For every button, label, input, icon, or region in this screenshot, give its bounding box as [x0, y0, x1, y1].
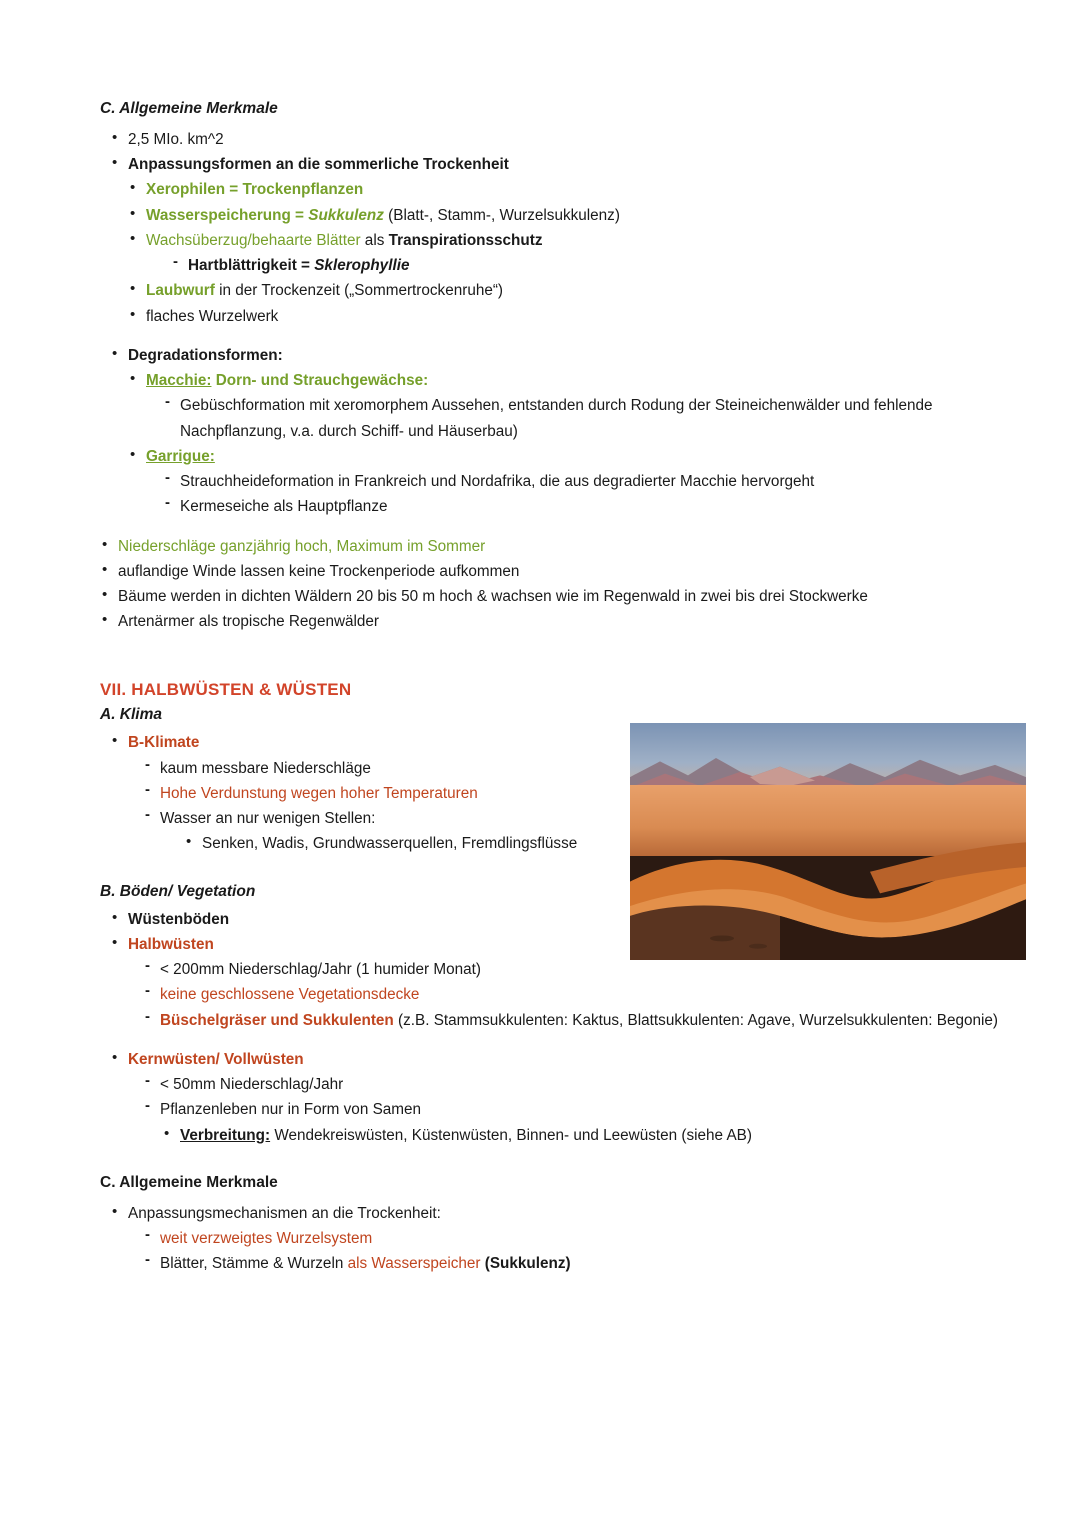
list-degradationsformen — [100, 343, 1030, 520]
list-item — [110, 152, 1030, 177]
list-item-text: < 50mm Niederschlag/Jahr — [160, 1076, 344, 1094]
list-item — [110, 730, 620, 755]
list-item — [142, 781, 620, 806]
list-item — [100, 559, 1030, 584]
list-item-text: Laubwurf — [146, 282, 215, 300]
list-item-text: Anpassungsmechanismen an die Trockenheit: — [128, 1204, 441, 1222]
desert-dunes-photo — [630, 723, 1026, 960]
list-item — [110, 1201, 1030, 1226]
list-item — [128, 304, 1030, 329]
list-item-text: Kernwüsten/ Vollwüsten — [128, 1050, 304, 1068]
list-item-text: auflandige Winde lassen keine Trockenperiode aufkommen — [118, 562, 520, 580]
list-item — [184, 831, 620, 856]
list-a-klima — [100, 730, 620, 856]
list-item — [142, 957, 1030, 982]
list-item-mid: als Wasserspeicher — [347, 1255, 481, 1273]
list-item-text: 2,5 MIo. km^2 — [128, 131, 224, 148]
list-item — [170, 253, 1030, 278]
list-item-tail: Wendekreiswüsten, Küstenwüsten, Binnen- und Leewüsten (siehe AB) — [270, 1126, 752, 1144]
photo-dune-main — [630, 813, 1026, 960]
list-item-text: Verbreitung: — [180, 1126, 271, 1144]
list-item — [142, 982, 1030, 1007]
list-item — [100, 534, 1030, 559]
list-item-text: Strauchheideformation in Frankreich und Nordafrika, die aus degradierter Macchie hervorgeht — [180, 473, 815, 491]
heading-b-boeden-vegetation: B. Böden/ Vegetation — [100, 882, 256, 900]
list-item-text: < 200mm Niederschlag/Jahr (1 humider Monat) — [160, 961, 481, 979]
heading-allgemeine-merkmale-1: C. Allgemeine Merkmale — [100, 100, 278, 117]
list-item-text: Gebüschformation mit xeromorphem Aussehen, entstanden durch Rodung der Steineichenwälder und fehlende Nachpflanzung, v.a. durch Schiff- und Häuserbau) — [180, 397, 933, 440]
list-item — [128, 228, 1030, 253]
list-item-text: B-Klimate — [128, 734, 200, 752]
list-item-text: Wasser an nur wenigen Stellen: — [160, 810, 376, 828]
list-item — [142, 1226, 1030, 1251]
list-item — [142, 806, 620, 831]
list-item-emphasis: Sklerophyllie — [314, 257, 410, 275]
list-item — [142, 756, 620, 781]
list-item-tail: Transpirationsschutz — [388, 231, 543, 249]
list-item-tail: (Blatt-, Stamm-, Wurzelsukkulenz) — [383, 206, 620, 224]
list-item-text: Senken, Wadis, Grundwasserquellen, Fremdlingsflüsse — [202, 835, 578, 853]
list-item — [128, 444, 1030, 469]
list-item — [162, 1123, 1030, 1148]
list-item-text: Wüstenböden — [128, 910, 230, 928]
list-item — [162, 393, 1030, 443]
list-item — [110, 127, 1030, 152]
list-item-text: Pflanzenleben nur in Form von Samen — [160, 1101, 422, 1119]
list-item-text: Wachsüberzug/behaarte Blätter — [146, 231, 361, 249]
list-item-text: Hartblättrigkeit = — [188, 257, 315, 275]
list-item — [128, 368, 1030, 393]
list-item-text: Kermeseiche als Hauptpflanze — [180, 498, 388, 516]
list-item-text: weit verzweigtes Wurzelsystem — [160, 1229, 373, 1247]
list-kernwuesten — [100, 1047, 1030, 1148]
list-item-text: Hohe Verdunstung wegen hoher Temperaturen — [160, 784, 478, 802]
list-item-text: Artenärmer als tropische Regenwälder — [118, 613, 380, 631]
list-item — [100, 584, 1030, 609]
heading-halbwuesten-wuesten: VII. HALBWÜSTEN & WÜSTEN — [100, 680, 352, 700]
document-content — [100, 100, 1030, 1276]
list-item-mid: als — [360, 231, 389, 249]
list-item-text: keine geschlossene Vegetationsdecke — [160, 986, 420, 1004]
list-c-merkmale — [100, 1201, 1030, 1277]
list-item — [142, 1251, 1030, 1276]
list-item-text: Wasserspeicherung = — [146, 206, 309, 224]
list-klima-merkmale — [100, 534, 1030, 635]
list-item-text: Bäume werden in dichten Wäldern 20 bis 50 m hoch & wachsen wie im Regenwald in zwei bis drei Stockwerke — [118, 587, 868, 605]
heading-allgemeine-merkmale-2: C. Allgemeine Merkmale — [100, 1173, 278, 1191]
list-item-tail: (z.B. Stammsukkulenten: Kaktus, Blattsukkulenten: Agave, Wurzelsukkulenten: Begonie) — [393, 1011, 999, 1029]
list-item-text: Blätter, Stämme & Wurzeln — [160, 1255, 348, 1273]
list-item — [162, 469, 1030, 494]
list-item — [142, 1072, 1030, 1097]
list-item-text: Niederschläge ganzjährig hoch, Maximum im Sommer — [118, 537, 486, 555]
list-item-text: Büschelgräser und Sukkulenten — [160, 1011, 394, 1029]
list-item-text: Macchie: — [146, 372, 212, 390]
list-item — [100, 609, 1030, 634]
list-item-text: Degradationsformen: — [128, 346, 283, 364]
list-item-tail: in der Trockenzeit („Sommertrockenruhe“) — [214, 282, 504, 300]
list-item — [110, 1047, 1030, 1072]
list-item — [142, 1008, 1030, 1033]
list-item-tail: (Sukkulenz) — [480, 1255, 571, 1273]
list-item-text: Xerophilen = Trockenpflanzen — [146, 181, 364, 199]
list-item-text: kaum messbare Niederschläge — [160, 759, 371, 777]
list-item — [110, 343, 1030, 368]
heading-a-klima: A. Klima — [100, 706, 163, 724]
list-item-text: Anpassungsformen an die sommerliche Trockenheit — [128, 156, 509, 174]
list-item — [128, 203, 1030, 228]
list-allgemeine-merkmale-1 — [100, 127, 1030, 329]
list-item-text: flaches Wurzelwerk — [146, 307, 279, 325]
list-item — [162, 494, 1030, 519]
list-item — [128, 177, 1030, 202]
list-item-text: Garrigue: — [146, 447, 215, 465]
list-item-emphasis: Sukkulenz — [308, 206, 384, 224]
list-item-tail: Dorn- und Strauchgewächse: — [211, 372, 429, 390]
list-item — [128, 278, 1030, 303]
list-item-text: Halbwüsten — [128, 935, 214, 953]
list-item — [142, 1097, 1030, 1122]
